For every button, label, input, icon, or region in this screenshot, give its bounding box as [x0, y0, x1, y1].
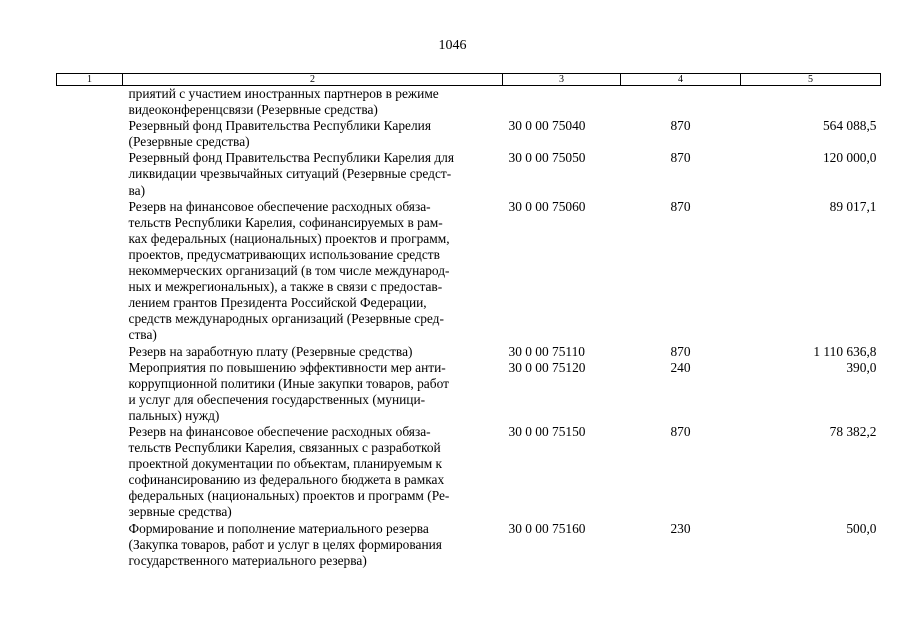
name-line: некоммерческих организаций (в том числе международ- — [128, 263, 450, 279]
row-amount: 1 110 636,8 — [813, 343, 877, 359]
name-line: коррупционной политики (Иные закупки товаров, работ — [128, 375, 449, 391]
row-expense-type: 230 — [670, 520, 691, 536]
row-code: 30 0 00 75110 — [508, 343, 585, 359]
row-amount: 120 000,0 — [822, 150, 877, 166]
row-col-1 — [57, 86, 123, 119]
row-expense-type: 870 — [670, 118, 691, 134]
name-line: Формирование и пополнение материального резерва — [128, 520, 429, 536]
name-line: софинансированию из федерального бюджета в рамках — [128, 472, 445, 488]
row-col-1 — [57, 344, 123, 360]
row-name — [123, 118, 503, 150]
name-line: проектной документации по объектам, планируемым к — [128, 456, 443, 472]
row-code: 30 0 00 75040 — [508, 118, 586, 134]
name-line: пальных) нужд) — [128, 407, 220, 423]
name-line: (Закупка товаров, работ и услуг в целях формирования — [128, 536, 442, 552]
name-line: Резерв на финансовое обеспечение расходных обяза- — [128, 198, 431, 214]
row-code: 30 0 00 75120 — [508, 359, 586, 375]
row-expense-type: 870 — [670, 150, 691, 166]
row-amount: 500,0 — [846, 520, 877, 536]
name-line: ках федеральных (национальных) проектов и программ, — [128, 230, 450, 246]
row-name — [123, 86, 503, 119]
row-name — [123, 360, 503, 424]
row-code: 30 0 00 75150 — [508, 423, 586, 439]
name-line: приятий с участием иностранных партнеров в режиме — [128, 86, 439, 101]
table-body — [57, 86, 881, 569]
name-line: и услуг для обеспечения государственных (муници- — [128, 391, 426, 407]
row-col-1 — [57, 118, 123, 150]
row-expense-type: 240 — [670, 359, 691, 375]
row-col-1 — [57, 424, 123, 521]
name-line: Мероприятия по повышению эффективности мер анти- — [128, 359, 446, 375]
row-name — [123, 521, 503, 569]
row-amount: 89 017,1 — [829, 198, 877, 214]
table-row — [57, 424, 881, 521]
row-code: 30 0 00 75060 — [508, 198, 586, 214]
row-col-1 — [57, 360, 123, 424]
name-line: (Резервные средства) — [128, 134, 250, 150]
row-expense-type — [621, 86, 741, 119]
table-row — [57, 521, 881, 569]
name-line: Резерв на финансовое обеспечение расходных обяза- — [128, 423, 431, 439]
table-row — [57, 199, 881, 344]
name-line: ликвидации чрезвычайных ситуаций (Резервные средст- — [128, 166, 452, 182]
table-row — [57, 86, 881, 119]
row-amount: 390,0 — [846, 359, 877, 375]
name-line: видеоконференцсвязи (Резервные средства) — [128, 102, 378, 118]
name-line: проектов, предусматривающих использование средств — [128, 246, 440, 262]
name-line: зервные средства) — [128, 504, 232, 520]
name-line: тельств Республики Карелия, софинансируемых в рам- — [128, 214, 443, 230]
header-col-2: 2 — [123, 74, 503, 86]
row-code: 30 0 00 75160 — [508, 520, 586, 536]
page-number: 1046 — [438, 38, 467, 53]
name-line: тельств Республики Карелия, связанных с разработкой — [128, 440, 441, 456]
name-line: средств международных организаций (Резервные сред- — [128, 311, 444, 327]
row-col-1 — [57, 521, 123, 569]
budget-table — [56, 73, 881, 569]
name-line: ва) — [128, 182, 146, 198]
table-header — [57, 74, 881, 86]
row-amount: 564 088,5 — [822, 118, 877, 134]
row-col-1 — [57, 150, 123, 198]
row-name — [123, 424, 503, 521]
row-expense-type: 870 — [670, 423, 691, 439]
row-expense-type: 870 — [670, 343, 691, 359]
table-row — [57, 118, 881, 150]
row-name — [123, 199, 503, 344]
header-col-5: 5 — [741, 74, 881, 86]
name-line: государственного материального резерва) — [128, 552, 367, 568]
name-line: лением грантов Президента Российской Федерации, — [128, 295, 427, 311]
header-col-1: 1 — [57, 74, 123, 86]
row-code: 30 0 00 75050 — [508, 150, 586, 166]
table-row — [57, 360, 881, 424]
row-name — [123, 344, 503, 360]
name-line: ства) — [128, 327, 157, 343]
row-amount: 78 382,2 — [829, 423, 877, 439]
name-line: Резерв на заработную плату (Резервные средства) — [128, 343, 413, 359]
header-col-3: 3 — [503, 74, 621, 86]
header-col-4: 4 — [621, 74, 741, 86]
row-name — [123, 150, 503, 198]
name-line: Резервный фонд Правительства Республики Карелия для — [128, 150, 454, 166]
row-expense-type: 870 — [670, 198, 691, 214]
row-amount — [741, 86, 881, 119]
row-code — [503, 86, 621, 119]
name-line: федеральных (национальных) проектов и программ (Ре- — [128, 488, 450, 504]
row-col-1 — [57, 199, 123, 344]
table-row — [57, 150, 881, 198]
name-line: ных и межрегиональных), а также в связи с предостав- — [128, 279, 443, 295]
name-line: Резервный фонд Правительства Республики Карелия — [128, 118, 431, 134]
table-row — [57, 344, 881, 360]
